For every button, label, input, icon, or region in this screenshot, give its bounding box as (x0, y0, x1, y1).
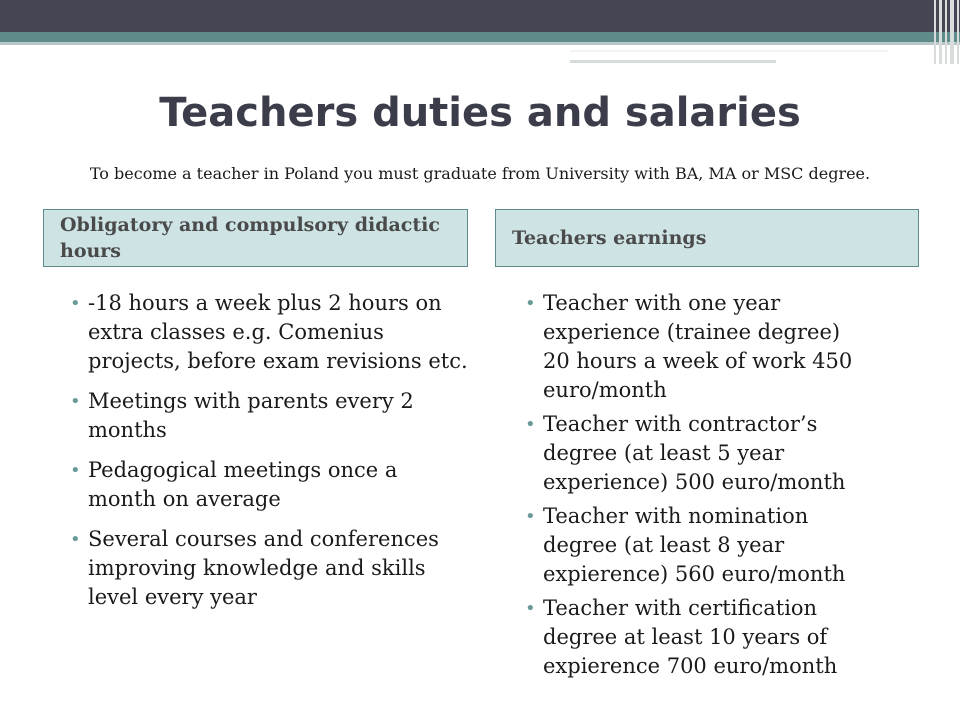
slide-title: Teachers duties and salaries (159, 90, 801, 136)
list-item: • Teacher with certification degree at least 10 years of expierence 700 euro/month (515, 594, 865, 681)
decor-line (0, 42, 960, 45)
earnings-list (515, 289, 865, 686)
decor-line (570, 60, 776, 63)
list-item: • Several courses and conferences improving knowledge and skills level every year (60, 525, 470, 612)
top-decor-bar (0, 0, 960, 32)
list-item: • Teacher with nomination degree (at least 8 year expierence) 560 euro/month (515, 502, 865, 589)
list-item: • -18 hours a week plus 2 hours on extra classes e.g. Comenius projects, before exam revisions etc. (60, 289, 470, 376)
duties-header-label: Obligatory and compulsory didactic hours (60, 214, 440, 262)
list-item: • Teacher with contractor’s degree (at least 5 year experience) 500 euro/month (515, 410, 865, 497)
list-item: • Pedagogical meetings once a month on average (60, 456, 470, 514)
duties-list (60, 289, 470, 623)
decor-line (570, 50, 888, 52)
list-item: • Teacher with one year experience (trainee degree) 20 hours a week of work 450 euro/month (515, 289, 865, 405)
decor-vertical-stripes (932, 0, 960, 64)
list-item: • Meetings with parents every 2 months (60, 387, 470, 445)
slide-subtitle: To become a teacher in Poland you must graduate from University with BA, MA or MSC degree. (89, 164, 871, 183)
earnings-header-label: Teachers earnings (512, 227, 707, 249)
teal-decor-band (0, 32, 960, 42)
earnings-header (495, 209, 919, 267)
duties-header (43, 209, 468, 267)
